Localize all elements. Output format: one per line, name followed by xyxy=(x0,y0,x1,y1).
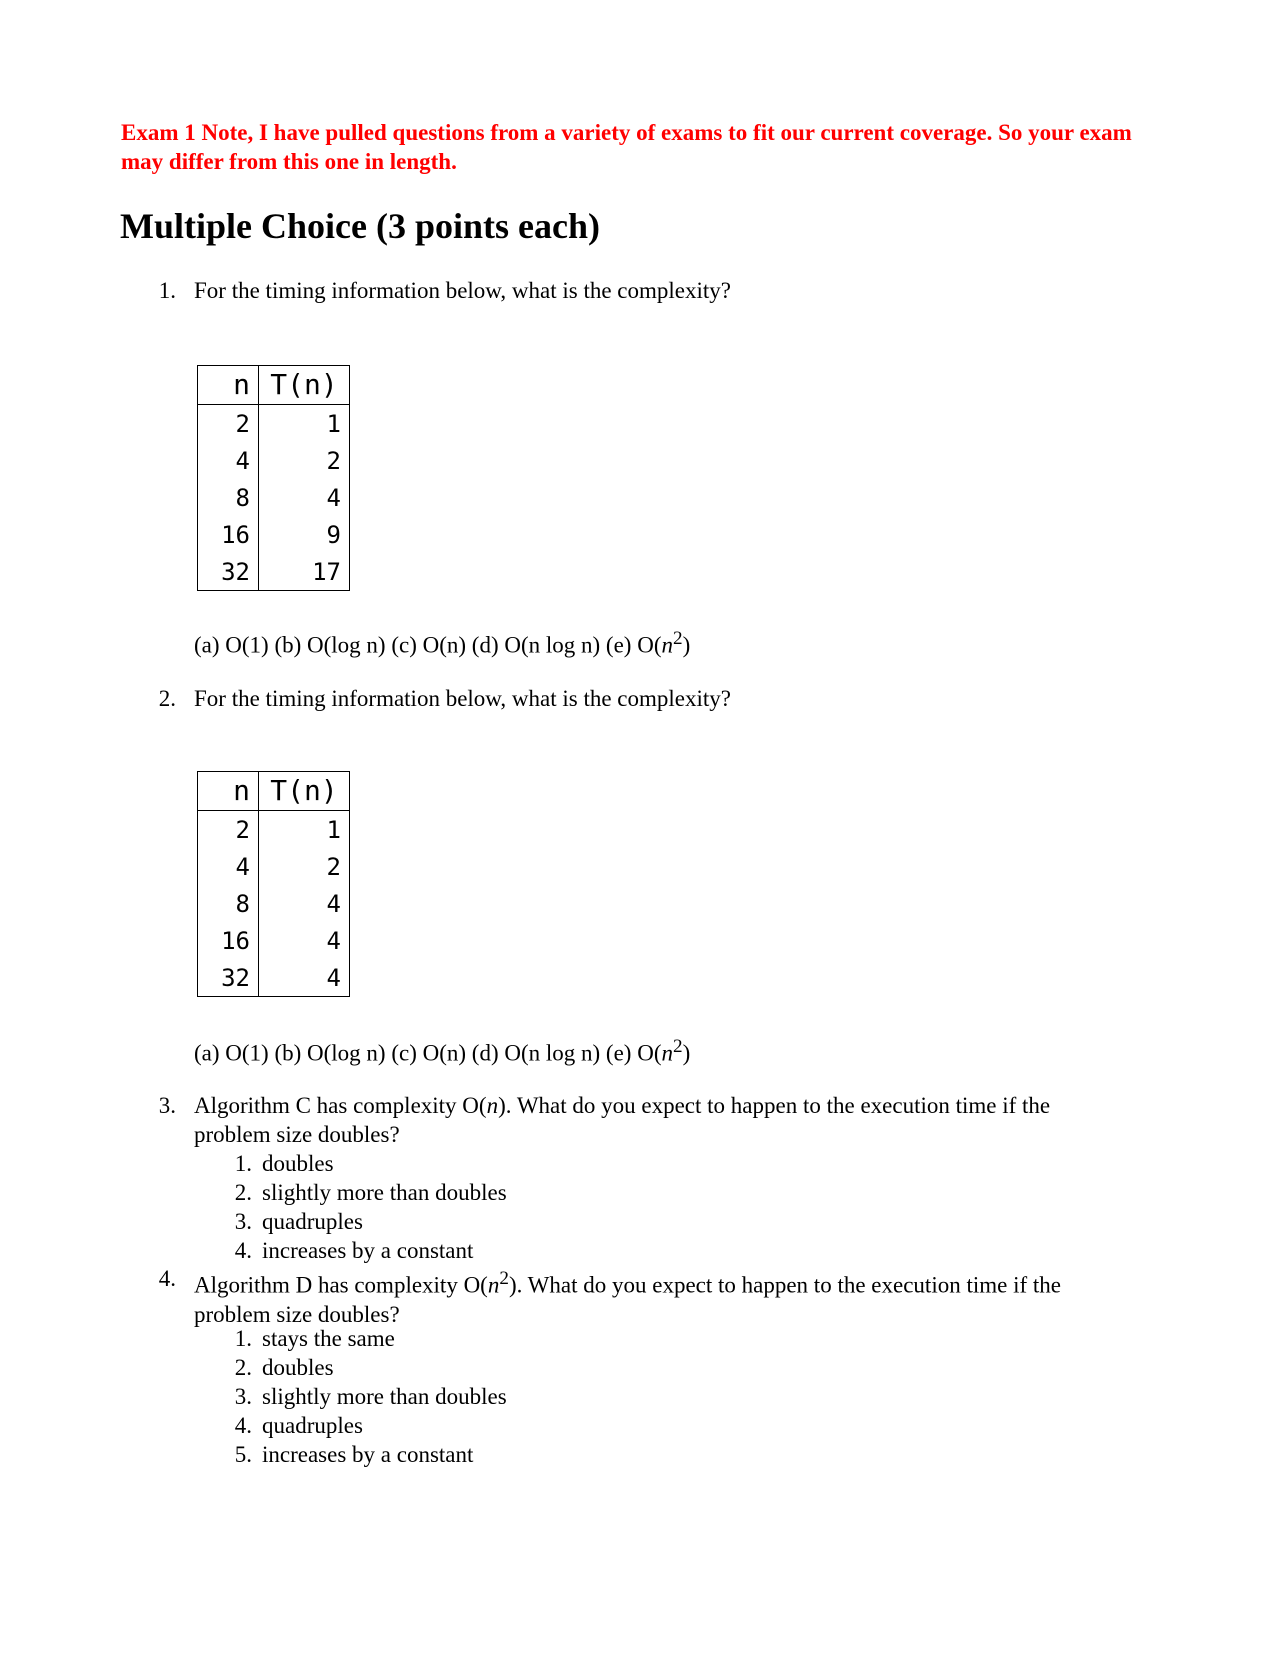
table-row xyxy=(198,922,350,959)
table-header-n: n xyxy=(198,366,259,405)
options-variable: n xyxy=(661,632,673,658)
choice-text: increases by a constant xyxy=(262,1442,474,1467)
table-cell-tn: 1 xyxy=(326,409,341,438)
question-4-exponent: 2 xyxy=(499,1268,509,1289)
table-cell-tn: 9 xyxy=(326,520,341,549)
choice-number: 4. xyxy=(234,1413,252,1438)
table-cell-tn: 17 xyxy=(312,557,341,586)
question-2-timing-table xyxy=(197,771,350,997)
question-4-variable: n xyxy=(487,1272,500,1298)
question-2-number: 2. xyxy=(158,686,176,711)
choice-text: slightly more than doubles xyxy=(262,1384,507,1409)
choice-number: 4. xyxy=(234,1238,252,1263)
table-cell-tn: 2 xyxy=(326,446,341,475)
table-header-row xyxy=(198,772,350,811)
choice-text: increases by a constant xyxy=(262,1238,474,1263)
table-cell-n: 16 xyxy=(198,922,259,959)
choice-number: 1. xyxy=(234,1151,252,1176)
table-cell-n: 4 xyxy=(198,442,259,479)
table-cell-n: 2 xyxy=(198,405,259,443)
choice-text: quadruples xyxy=(262,1209,363,1234)
table-header-n: n xyxy=(198,772,259,811)
question-4-text-a: Algorithm D has complexity O( xyxy=(194,1272,488,1298)
question-3-text-b: ). What do you expect to happen to the execution time if the xyxy=(498,1093,1051,1118)
table-cell-n: 8 xyxy=(198,479,259,516)
table-header-tn: T(n) xyxy=(259,366,350,405)
choice-number: 1. xyxy=(234,1326,252,1351)
table-row xyxy=(198,553,350,591)
table-cell-n: 2 xyxy=(198,811,259,849)
choice-number: 2. xyxy=(234,1180,252,1205)
table-cell-n: 16 xyxy=(198,516,259,553)
table-cell-tn: 4 xyxy=(326,963,341,992)
options-exponent: 2 xyxy=(672,1036,683,1057)
table-cell-n: 32 xyxy=(198,553,259,591)
question-4-text xyxy=(194,1264,1061,1329)
question-3-line-2: problem size doubles? xyxy=(194,1122,400,1147)
options-text: (a) O(1) (b) O(log n) (c) O(n) (d) O(n log n) (e) O( xyxy=(194,1040,662,1066)
table-cell-tn: 4 xyxy=(326,926,341,955)
options-text: (a) O(1) (b) O(log n) (c) O(n) (d) O(n log n) (e) O( xyxy=(194,632,662,658)
question-4-number: 4. xyxy=(158,1266,176,1291)
choice-text: doubles xyxy=(262,1355,334,1380)
table-row xyxy=(198,885,350,922)
table-row xyxy=(198,959,350,997)
question-3-text xyxy=(194,1091,1050,1149)
question-4-text-b: ). What do you expect to happen to the execution time if the xyxy=(508,1272,1061,1298)
table-row xyxy=(198,811,350,849)
choice-number: 5. xyxy=(234,1442,252,1467)
table-header-row xyxy=(198,366,350,405)
options-suffix: ) xyxy=(682,1040,691,1066)
question-3-line-1 xyxy=(194,1091,1050,1120)
exam-note: Exam 1 Note, I have pulled questions from a variety of exams to fit our current coverage. So your exam may differ from this one in length. xyxy=(121,120,1132,174)
choice-number: 3. xyxy=(234,1384,252,1409)
table-cell-n: 8 xyxy=(198,885,259,922)
question-4-line-1 xyxy=(194,1264,1061,1300)
choice-number: 2. xyxy=(234,1355,252,1380)
options-suffix: ) xyxy=(682,632,691,658)
options-variable: n xyxy=(661,1040,673,1066)
table-row xyxy=(198,479,350,516)
question-1-options xyxy=(194,628,690,659)
question-3-number: 3. xyxy=(158,1093,176,1118)
table-cell-tn: 2 xyxy=(326,852,341,881)
section-heading: Multiple Choice (3 points each) xyxy=(120,206,600,246)
question-3-variable: n xyxy=(486,1093,499,1118)
question-1-text: For the timing information below, what is the complexity? xyxy=(194,278,731,303)
question-2-options xyxy=(194,1036,690,1067)
question-2-text: For the timing information below, what is the complexity? xyxy=(194,686,731,711)
table-cell-n: 32 xyxy=(198,959,259,997)
choice-text: doubles xyxy=(262,1151,334,1176)
question-1-number: 1. xyxy=(158,278,176,303)
table-cell-tn: 1 xyxy=(326,815,341,844)
choice-text: quadruples xyxy=(262,1413,363,1438)
choice-text: stays the same xyxy=(262,1326,395,1351)
table-header-tn: T(n) xyxy=(259,772,350,811)
options-exponent: 2 xyxy=(672,628,683,649)
table-row xyxy=(198,516,350,553)
question-1-timing-table xyxy=(197,365,350,591)
question-4-line-2: problem size doubles? xyxy=(194,1301,400,1327)
choice-text: slightly more than doubles xyxy=(262,1180,507,1205)
table-row xyxy=(198,442,350,479)
table-cell-n: 4 xyxy=(198,848,259,885)
table-row xyxy=(198,405,350,443)
question-3-text-a: Algorithm C has complexity O( xyxy=(194,1093,487,1118)
table-row xyxy=(198,848,350,885)
choice-number: 3. xyxy=(234,1209,252,1234)
table-cell-tn: 4 xyxy=(326,889,341,918)
table-cell-tn: 4 xyxy=(326,483,341,512)
